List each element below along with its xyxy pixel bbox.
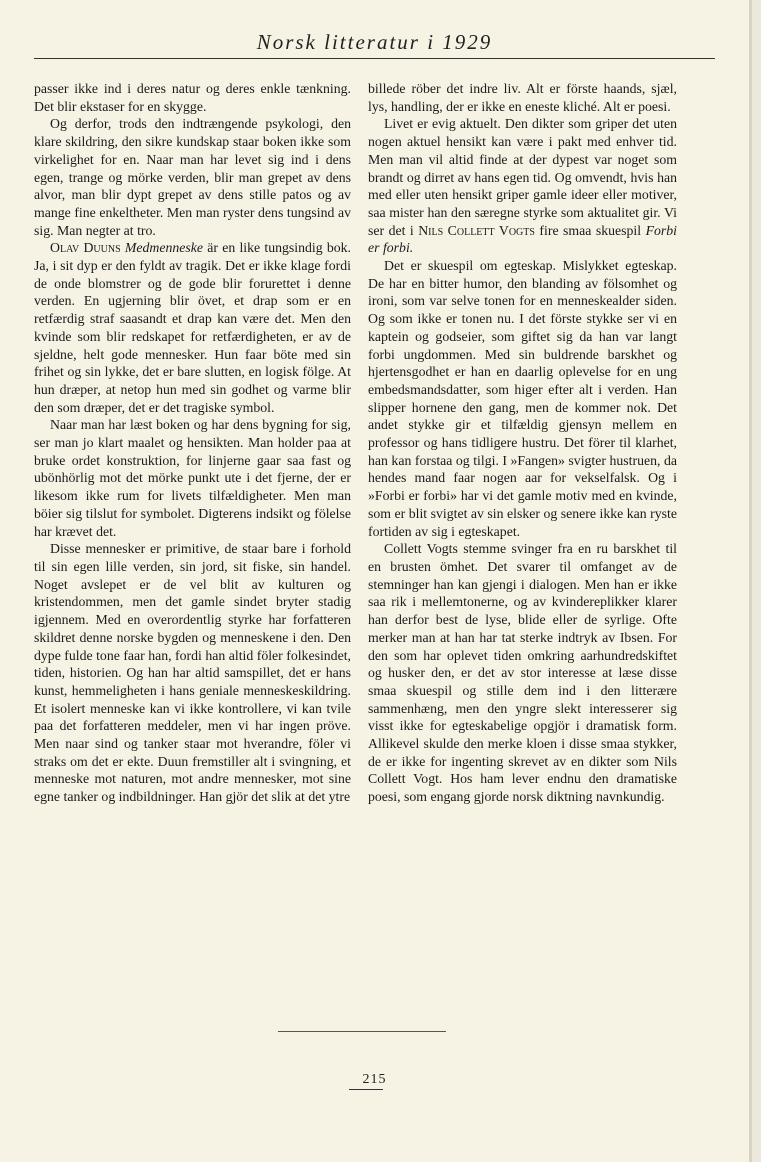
book-title: Forbi er forbi. — [368, 222, 678, 256]
paragraph-text: Livet er evig aktuelt. Den dikter som griper det uten nogen aktuel hensikt kan være i pakt med enhver tid. Men man vil altid finde at der dypest var noget som brandt og dirret av hans egen tid. Og omvendt, hvis han med eller uten hensikt griper gamle ideer eller motiver, saa mister han den særegne styrke som aktualitet gir. Vi ser det i — [368, 116, 677, 238]
paragraph: Naar man har læst boken og har dens bygning for sig, ser man jo klart maalet og hensikten. Man holder paa at bruke ordet konstruktion, for linjerne gaar saa fast og ubönhörlig mot det mörke punkt ute i det fjerne, der er likesom ikke rum for livets tilfældigheter. Men man böier sig tilslut for symbolet. Digterens indsikt og fölelse har krævet det. — [34, 417, 351, 539]
paragraph — [368, 115, 677, 257]
paragraph: Og derfor, trods den indtrængende psykologi, den klare skildring, den sikre kundskap staar boken ikke som virkelighet for en. Naar man har levet sig ind i dens egen, trange og mörke verden, blir man grepet av dens alvor, man blir dypt grepet av dens stille patos og av mange fine enkeltheter. Men man ryster dens tungsind av sig. Man negter at tro. — [34, 116, 351, 238]
paragraph-text: fire smaa skuespil — [534, 222, 646, 238]
paragraph: Disse mennesker er primitive, de staar bare i forhold til sin egen lille verden, sin jord, sit fiske, sin handel. Noget avslepet er de vel blit av kulturen og kristendommen, men det gamle sindet bryter stadig igjennem. Med en overordentlig styrke har forfatteren skildret denne norske bygden og menneskene i den. Den dype fulde tone faar han, fordi han altid föler folkesindet, tiden, historien. Og han har altid samspillet, det er hans kunst, hemmeligheten i hans geniale menneskeskildring. Et isolert menneske kan vi ikke kontrollere, vi kan tvile paa det forfatteren meddeler, men vi har ingen pröve. Men naar sind og tanker staar mot hverandre, föler vi straks om det er ekte. Duun fremstiller alt i svingning, et menneske mot naturen, mot andre mennesker, mot sine egne tanker og indbildninger. Han gjör det slik at det ytre — [34, 541, 351, 805]
book-title: Medmenneske — [124, 240, 204, 256]
page-number-rule — [349, 1089, 383, 1090]
paragraph: Det er skuespil om egteskap. Mislykket egteskap. De har en bitter humor, den blanding av fölsomhet og ironi, som var selve tonen for en menneskealder siden. Og som ikke er tonen nu. I det förste stykke ser vi en kaptein og godseier, som giftet sig da han var langt forbi ungdommen. Med sin buldrende barskhet og hjertensgodhet er han en daarlig oplevelse for en ung embedsmandsdatter, som higer efter alt i verden. Han slipper hornene den gang, men de kommer nok. Det andet stykke gir et tilfældig gjensyn mellem en professor og hans tidligere hustru. Det förer til klarhet, han kan forstaa og tilgi. I »Fangen» svigter hustruen, da hendes mand faar nogen aar for vekselfalsk. Og i »Forbi er forbi» har vi det gamle motiv med en kvinde, som er blit svigtet av sin elsker og senere ikke kan ryste fortiden av sig i egteskapet. — [368, 258, 677, 539]
paragraph: Collett Vogts stemme svinger fra en ru barskhet til en brusten ömhet. Det svarer til omfanget av de stemninger han kan gjengi i dialogen. Men han er ikke saa rik i mellemtonerne, og av kvindereplikker klarer han derfor best de lyse, blide eller de syrlige. Ofte merker man at han har tat sterke indtryk av Ibsen. For den som har oplevet tiden omkring aarhundredskiftet og husker den, er det av stor interesse at læse disse smaa skuespil og stille dem ind i den litterære sammenhæng, men den yngre slekt interesserer sig visst ikke for egteskabelige opgjör i dramatisk form. Allikevel skulde den merke kloen i disse smaa stykker, de er ikke for ingenting skrevet av en dikter som Nils Collett Vogt. Hos ham lever endnu den dramatiske poesi, som engang gjorde norsk diktning navnkundig. — [368, 541, 677, 805]
paragraph — [34, 239, 351, 416]
author-name: Olav Duuns — [50, 240, 121, 256]
page-number: 215 — [362, 1072, 387, 1087]
author-name: Nils Collett Vogts — [418, 222, 535, 238]
footer-rule — [278, 1031, 446, 1032]
right-column — [368, 80, 677, 806]
header-rule — [34, 58, 715, 59]
running-header: Norsk litteratur i 1929 — [256, 30, 493, 54]
paragraph-text: är en like tungsindig bok. Ja, i sit dyp er den fyldt av tragik. Det er ikke klage fordi de onde blomstrer og de gode blir forurettet i denne verden. En ugjerning blir övet, et drap som er en retfærdig straf saasandt et drap kan være det. Men den kvinde som blir redskapet for retfærdigheten, er av de sjeldne, helt gode mennesker. Hun faar böte med sin frihet og sin lykke, det er bare slutten, en logisk fölge. At hun dræper, at netop hun med sin godhet og varme blir den som dræper, det er det tragiske symbol. — [34, 240, 351, 415]
left-column — [34, 80, 351, 806]
paragraph: billede röber det indre liv. Alt er förste haands, sjæl, lys, handling, der er ikke en eneste kliché. Alt er poesi. — [368, 81, 677, 114]
paragraph: passer ikke ind i deres natur og deres enkle tænkning. Det blir ekstaser for en skygge. — [34, 81, 351, 114]
